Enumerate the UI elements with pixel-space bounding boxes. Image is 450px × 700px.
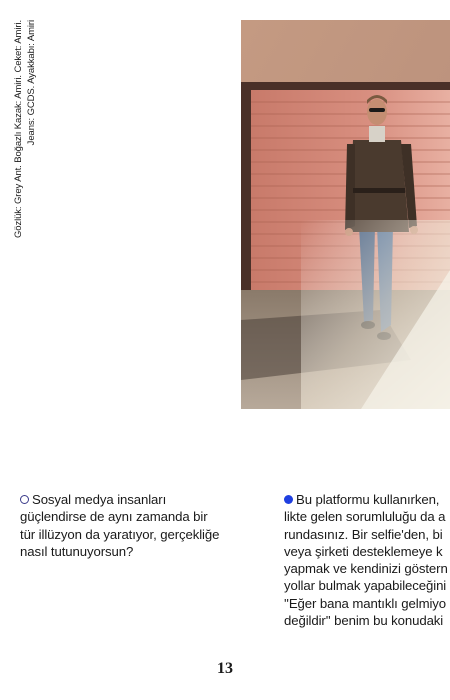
answer-line-1: Bu platformu kullanırken,: [284, 491, 450, 508]
answer-bullet-icon: [284, 495, 293, 504]
credits-line-1: Gözlük: Grey Ant. Boğazlı Kazak: Amiri. Ceket: Amiri.: [13, 20, 24, 239]
answer-line-8: değildir'' benim bu konudaki: [284, 613, 444, 629]
fashion-photo: [241, 20, 450, 409]
credits-line-2: Jeans: GCDS. Ayakkabı: Amiri: [26, 20, 37, 146]
question-line-2: güçlendirse de aynı zamanda bir: [20, 509, 208, 525]
answer-line-6: yollar bulmak yapabileceğini: [284, 578, 447, 594]
question-text: [20, 491, 235, 560]
page-number: 13: [217, 660, 233, 677]
question-bullet-icon: [20, 495, 29, 504]
answer-line-3: rundasınız. Bir selfie'den, bi: [284, 526, 443, 542]
answer-line-2: likte gelen sorumluluğu da a: [284, 509, 446, 525]
answer-line-5: yapmak ve kendinizi göstern: [284, 561, 448, 577]
answer-line-4: veya şirketi desteklemeye k: [284, 543, 443, 559]
question-line-3: tür illüzyon da yaratıyor, gerçekliğe: [20, 526, 220, 542]
answer-line-7: ''Eğer bana mantıklı gelmiyo: [284, 595, 447, 611]
answer-text: [284, 491, 450, 629]
question-line-4: nasıl tutunuyorsun?: [20, 543, 134, 559]
photo-credits: [12, 20, 42, 270]
question-line-1: Sosyal medya insanları: [20, 491, 235, 508]
